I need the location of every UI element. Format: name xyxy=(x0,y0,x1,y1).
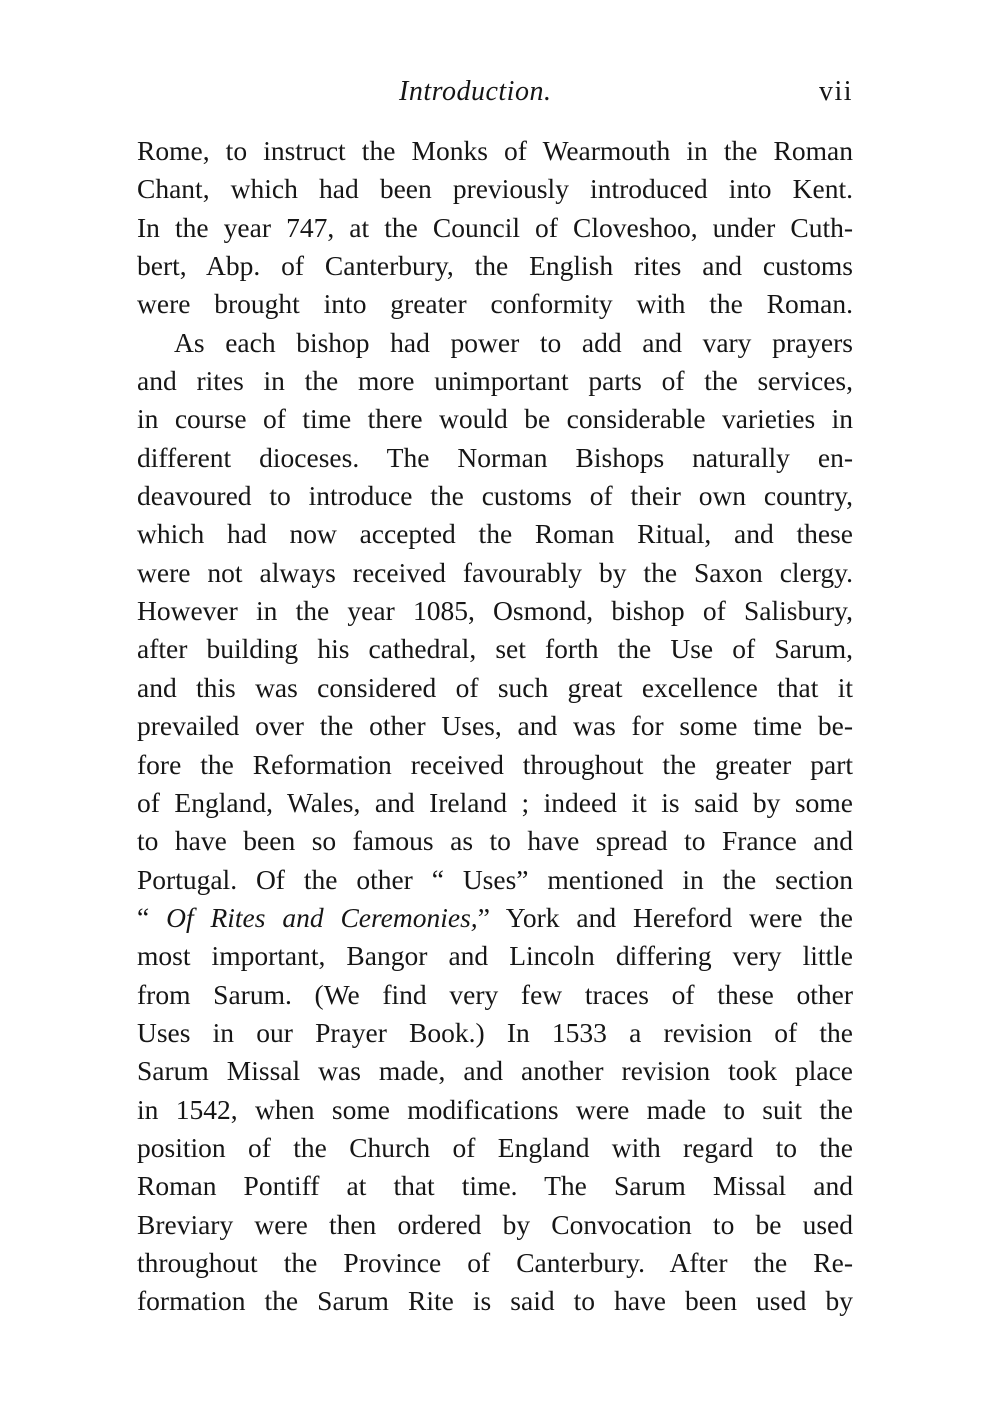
text-line: from Sarum. (We find very few traces of these other xyxy=(137,978,853,1010)
text-line: prevailed over the other Uses, and was for some time be- xyxy=(137,710,853,742)
text-line: to have been so famous as to have spread to France and xyxy=(137,825,853,857)
text-line: which had now accepted the Roman Ritual, and these xyxy=(137,518,853,550)
text-line: in course of time there would be considerable varieties in xyxy=(137,403,853,435)
running-title: Introduction. xyxy=(399,76,552,107)
text-line: Roman Pontiff at that time. The Sarum Missal and xyxy=(137,1170,853,1202)
text-line: However in the year 1085, Osmond, bishop of Salisbury, xyxy=(137,595,853,627)
text-line: and rites in the more unimportant parts of the services, xyxy=(137,365,853,397)
text-line: were not always received favourably by the Saxon clergy. xyxy=(137,556,853,588)
text-line: deavoured to introduce the customs of their own country, xyxy=(137,480,853,512)
text-line: after building his cathedral, set forth the Use of Sarum, xyxy=(137,633,853,665)
text-line: of England, Wales, and Ireland ; indeed it is said by some xyxy=(137,786,853,818)
text-line: most important, Bangor and Lincoln differing very little xyxy=(137,940,853,972)
line-remainder: ” York and Hereford were the xyxy=(477,901,853,933)
text-line: Sarum Missal was made, and another revision took place xyxy=(137,1055,853,1087)
paragraph-start-line: As each bishop had power to add and vary prayers xyxy=(174,326,853,358)
text-line: Chant, which had been previously introduced into Kent. xyxy=(137,173,853,205)
text-line: throughout the Province of Canterbury. After the Re- xyxy=(137,1246,853,1278)
text-line: In the year 747, at the Council of Cloveshoo, under Cuth- xyxy=(137,211,853,243)
text-line: Portugal. Of the other “ Uses” mentioned in the section xyxy=(137,863,853,895)
text-line: Uses in our Prayer Book.) In 1533 a revision of the xyxy=(137,1016,853,1048)
text-line: Rome, to instruct the Monks of Wearmouth in the Roman xyxy=(137,135,853,166)
text-line: fore the Reformation received throughout the greater part xyxy=(137,748,853,780)
text-line: Breviary were then ordered by Convocation to be used xyxy=(137,1208,853,1240)
open-quote: “ xyxy=(137,901,150,933)
text-line: bert, Abp. of Canterbury, the English rites and customs xyxy=(137,250,853,282)
page-number: vii xyxy=(818,76,853,107)
text-line: different dioceses. The Norman Bishops naturally en- xyxy=(137,441,853,473)
text-line: in 1542, when some modifications were made to suit the xyxy=(137,1093,853,1125)
text-line: and this was considered of such great excellence that it xyxy=(137,671,853,703)
text-line: formation the Sarum Rite is said to have been used by xyxy=(137,1285,853,1317)
italic-section-title: Of Rites and Ceremonies, xyxy=(166,901,478,933)
page-header xyxy=(137,72,853,112)
text-line: position of the Church of England with regard to the xyxy=(137,1131,853,1163)
text-line-with-italic-title xyxy=(137,899,853,937)
body-text xyxy=(137,132,853,1321)
text-line: were brought into greater conformity with the Roman. xyxy=(137,288,853,320)
